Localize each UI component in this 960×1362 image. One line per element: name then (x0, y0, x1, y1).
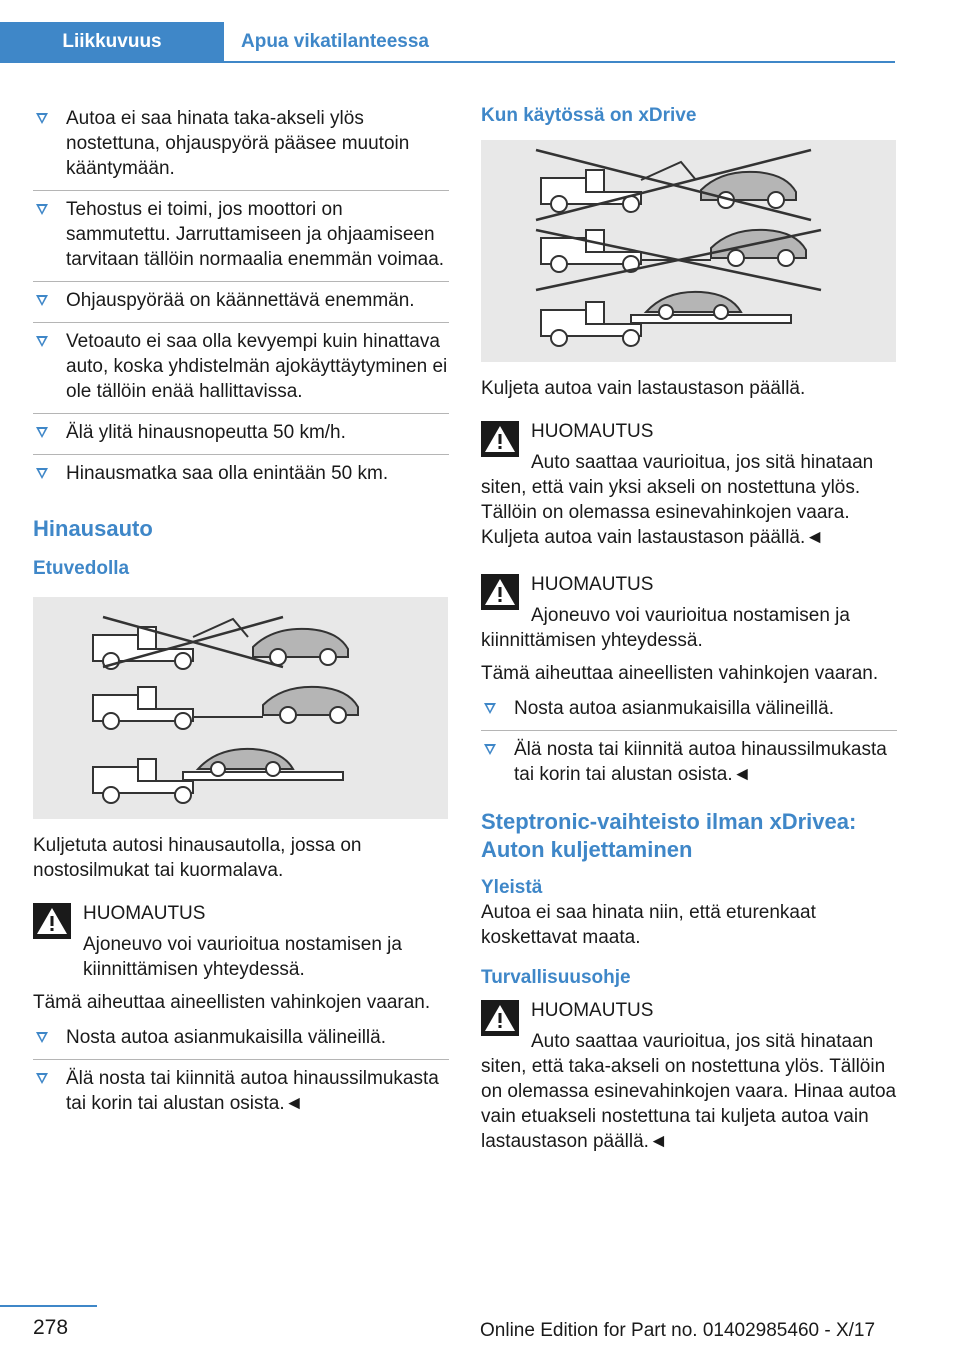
warning-title: HUOMAUTUS (83, 903, 206, 924)
edition-info: Online Edition for Part no. 01402985460 - X/17 (480, 1320, 876, 1341)
section-heading: Steptronic-vaihteisto ilman xDrivea: Auton kuljettaminen (481, 809, 857, 862)
warning-title: HUOMAUTUS (531, 574, 654, 595)
warning-body: Auto saattaa vaurioitua, jos sitä hinataan siten, että vain yksi akseli on nostettuna ylös. Tällöin on olemassa esinevahinkojen vaara. Kuljeta autoa vain lastaustason päällä.◄ (481, 452, 874, 548)
subsection-heading: Yleistä (481, 877, 543, 898)
footer-divider (0, 1305, 97, 1307)
warning-steps-list (33, 1019, 449, 1125)
warning-consequence: Tämä aiheuttaa aineellisten vahinkojen vaaran. (33, 992, 431, 1013)
warning-body: Auto saattaa vaurioitua, jos sitä hinataan siten, että taka-akseli on nostettuna ylös. Tällöin on olemassa esinevahinkojen vaara. Hinaa autoa vain etuakseli nostettuna tai kuljeta autoa vain lastaustason päällä.◄ (481, 1031, 897, 1152)
bullet-triangle-icon (36, 1032, 48, 1043)
list-item: Hinausmatka saa olla enintään 50 km. (33, 455, 449, 495)
subsection-heading: Kun käytössä on xDrive (481, 105, 697, 126)
warning-triangle-icon (481, 574, 519, 610)
list-item: Tehostus ei toimi, jos moottori on sammutettu. Jarruttamiseen ja ohjaamiseen tarvitaan tällöin normaalia enemmän voimaa. (33, 191, 449, 282)
tow-truck-drawing-icon (33, 597, 448, 819)
warning-block (481, 419, 897, 550)
subsection-heading: Turvallisuusohje (481, 967, 631, 988)
list-item: Älä nosta tai kiinnitä autoa hinaussilmukasta tai korin tai alustan osista.◄ (33, 1060, 449, 1125)
figure-caption: Kuljetuta autosi hinausautolla, jossa on nostosilmukat tai kuormalava. (33, 835, 362, 881)
warning-block (481, 572, 897, 653)
warning-body: Ajoneuvo voi vaurioitua nostamisen ja kiinnittämisen yhteydessä. (83, 934, 402, 980)
section-tab-inactive[interactable]: Apua vikatilanteessa (241, 31, 429, 52)
warning-triangle-icon (481, 1000, 519, 1036)
towing-rules-list (33, 100, 449, 495)
list-item: Älä ylitä hinausnopeutta 50 km/h. (33, 414, 449, 455)
bullet-triangle-icon (36, 1073, 48, 1084)
figure-caption: Kuljeta autoa vain lastaustason päällä. (481, 378, 806, 399)
bullet-triangle-icon (36, 295, 48, 306)
right-column (481, 100, 897, 1154)
header-divider (0, 61, 895, 63)
bullet-triangle-icon (36, 204, 48, 215)
page-number: 278 (33, 1316, 69, 1339)
left-column (33, 100, 449, 1125)
bullet-triangle-icon (484, 744, 496, 755)
list-item: Ohjauspyörää on käännettävä enemmän. (33, 282, 449, 323)
warning-consequence: Tämä aiheuttaa aineellisten vahinkojen vaaran. (481, 663, 879, 684)
section-heading: Hinausauto (33, 516, 153, 541)
list-item: Vetoauto ei saa olla kevyempi kuin hinattava auto, koska yhdistelmän ajokäyttäytyminen ei ole tällöin enää hallittavissa. (33, 323, 449, 414)
list-item: Nosta autoa asianmukaisilla välineillä. (33, 1019, 449, 1060)
warning-block (33, 901, 449, 982)
warning-triangle-icon (481, 421, 519, 457)
bullet-triangle-icon (36, 427, 48, 438)
warning-title: HUOMAUTUS (531, 421, 654, 442)
tow-truck-drawing-icon (481, 140, 896, 362)
page-header (0, 0, 960, 64)
subsection-heading: Etuvedolla (33, 558, 130, 579)
bullet-triangle-icon (484, 703, 496, 714)
paragraph: Autoa ei saa hinata niin, että eturenkaat koskettavat maata. (481, 902, 816, 948)
xdrive-transport-illustration (481, 140, 896, 362)
list-item: Autoa ei saa hinata taka-akseli ylös nostettuna, ohjauspyörä pääsee muutoin kääntymään. (33, 100, 449, 191)
bullet-triangle-icon (36, 468, 48, 479)
warning-triangle-icon (33, 903, 71, 939)
warning-body: Ajoneuvo voi vaurioitua nostamisen ja kiinnittämisen yhteydessä. (481, 605, 850, 651)
bullet-triangle-icon (36, 113, 48, 124)
section-tab-active[interactable]: Liikkuvuus (0, 22, 224, 62)
warning-block (481, 998, 897, 1154)
list-item: Nosta autoa asianmukaisilla välineillä. (481, 690, 897, 731)
tow-truck-illustration (33, 597, 448, 819)
warning-steps-list (481, 690, 897, 796)
bullet-triangle-icon (36, 336, 48, 347)
list-item: Älä nosta tai kiinnitä autoa hinaussilmukasta tai korin tai alustan osista.◄ (481, 731, 897, 796)
warning-title: HUOMAUTUS (531, 1000, 654, 1021)
